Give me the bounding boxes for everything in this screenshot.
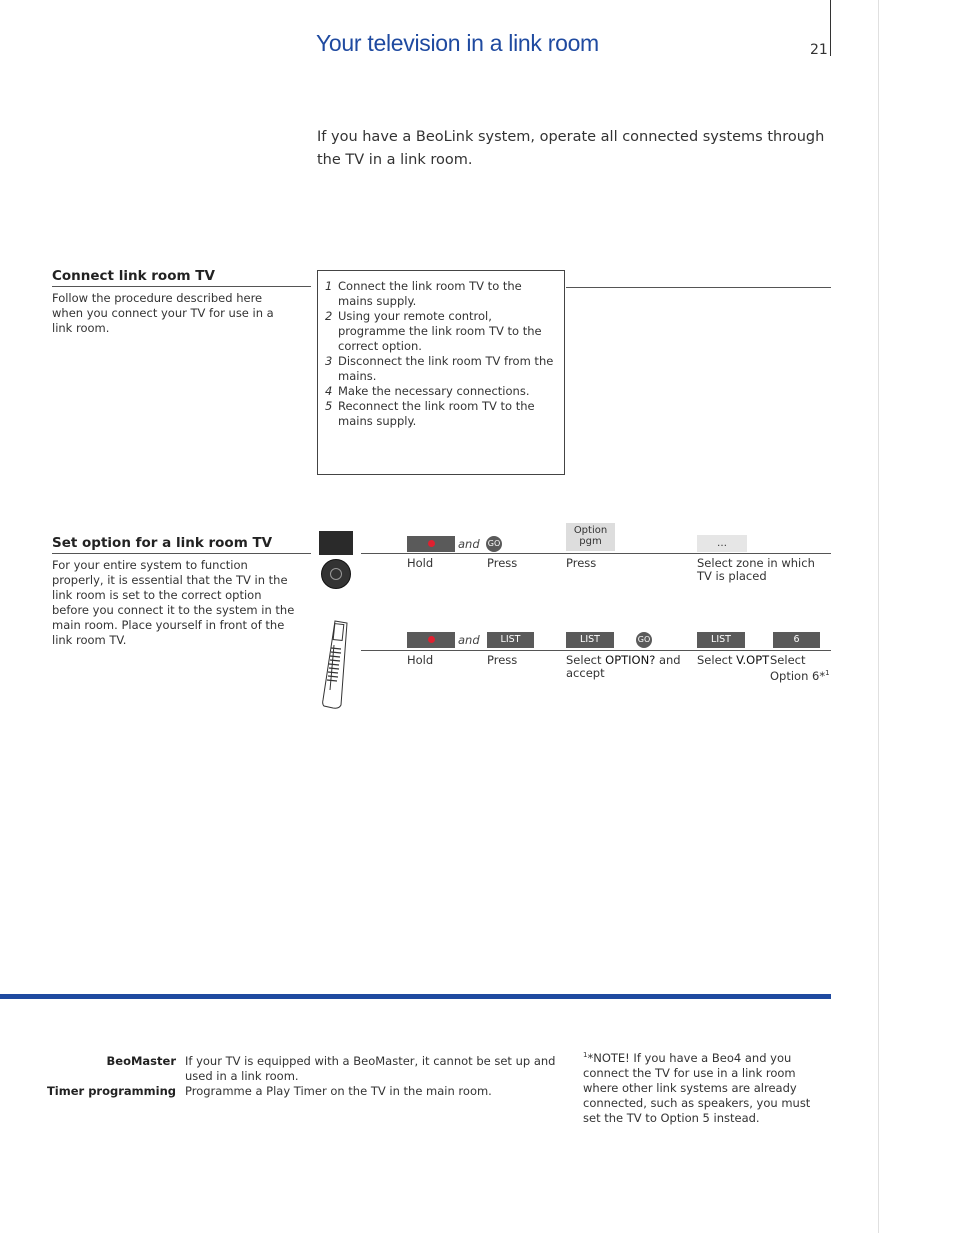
connect-description: Follow the procedure described here when you connect your TV for use in a link room. [52, 291, 274, 335]
footer-label-timer: Timer programming [46, 1084, 176, 1098]
red-button-icon [407, 536, 455, 552]
row1-press2-label: Press [566, 556, 597, 570]
row1-rule [361, 553, 831, 554]
beo4-remote-icon [321, 620, 351, 710]
red-button-icon [407, 632, 455, 648]
six-key-icon: 6 [773, 632, 820, 648]
row2-press-label: Press [487, 653, 518, 667]
list-key-icon: LIST [487, 632, 534, 648]
and-text: and [458, 537, 480, 551]
page-title: Your television in a link room [316, 30, 599, 56]
list-key-icon: LIST [566, 632, 614, 648]
set-option-heading: Set option for a link room TV [52, 535, 273, 551]
row2-select-option6-label: Select Option 6*$^1$ [770, 653, 830, 683]
header-divider [830, 0, 831, 56]
row1-select-zone-label: Select zone in which TV is placed [697, 556, 815, 583]
steps-box [317, 270, 565, 475]
go-button-icon: GO [636, 632, 652, 648]
intro-text: If you have a BeoLink system, operate all connected systems through the TV in a link room. [317, 129, 825, 168]
connect-rule-left [52, 286, 311, 287]
step-item: 3 Disconnect the link room TV from the mains. [325, 354, 554, 383]
step-item: 4 Make the necessary connections. [325, 384, 530, 398]
footer-text-beomaster: If your TV is equipped with a BeoMaster, it cannot be set up and used in a link room. [185, 1054, 556, 1083]
connect-heading: Connect link room TV [52, 268, 215, 284]
row2-hold-label: Hold [407, 653, 434, 667]
page-edge [878, 0, 879, 1233]
step-item: 5 Reconnect the link room TV to the mains supply. [325, 399, 535, 428]
list-key-icon: LIST [697, 632, 745, 648]
row2-rule [361, 650, 831, 651]
option-code: OPTION? [605, 653, 656, 667]
set-option-rule-left [52, 553, 311, 554]
go-button-icon: GO [486, 536, 502, 552]
footnote: $^1$*NOTE! If you have a Beo4 and you connect the TV for use in a link room where other link systems are already connected, such as speakers, you must set the TV to Option 5 instead. [583, 1050, 811, 1125]
footer-label-beomaster: BeoMaster [106, 1054, 176, 1068]
footer-text-timer: Programme a Play Timer on the TV in the main room. [185, 1084, 492, 1098]
zone-dots-key: … [697, 535, 747, 552]
beo6-wheel-icon [321, 559, 351, 589]
option-pgm-key-icon: Option pgm [566, 523, 615, 551]
connect-rule-right [566, 287, 831, 288]
row2-select-vopt-label: Select V.OPT [697, 653, 770, 667]
row2-select-option-label: Select OPTION? and accept [566, 653, 681, 680]
footer-bar [0, 994, 831, 999]
step-item: 1 Connect the link room TV to the mains supply. [325, 279, 522, 308]
step-item: 2 Using your remote control, programme the link room TV to the correct option. [325, 309, 542, 353]
set-option-description: For your entire system to function properly, it is essential that the TV in the link room is set to the correct option before you connect it to the system in the main room. Place yourself in front of the link room TV. [52, 558, 295, 647]
and-text: and [458, 633, 480, 647]
row1-press-label: Press [487, 556, 518, 570]
beo6-remote-icon [319, 531, 353, 555]
row1-hold-label: Hold [407, 556, 434, 570]
page-number: 21 [810, 42, 828, 58]
vopt-code: V.OPT [736, 653, 770, 667]
